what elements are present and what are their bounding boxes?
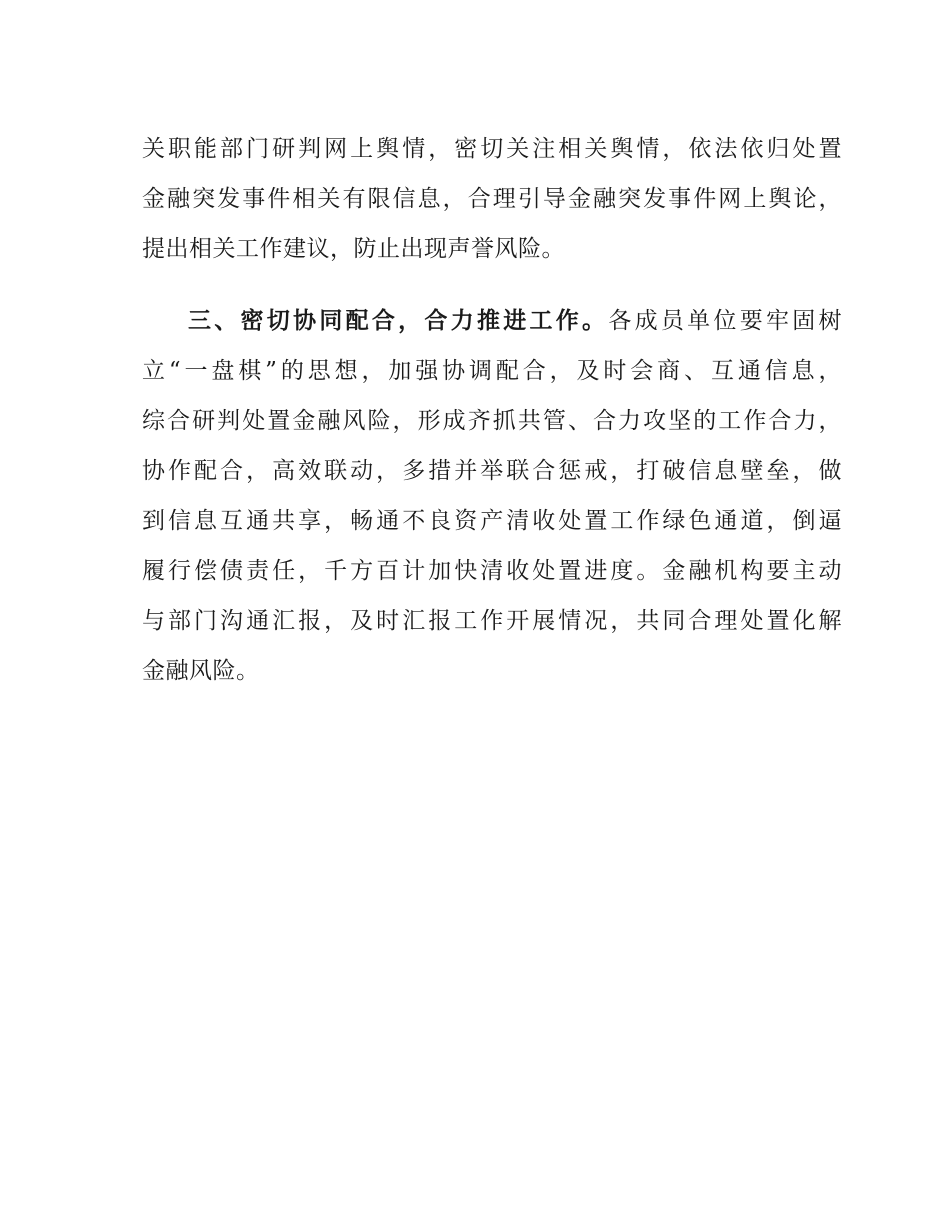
paragraph-2-line-2: 立“一盘棋”的思想，加强协调配合，及时会商、互通信息， xyxy=(142,358,842,384)
paragraph-2-line-4: 协作配合，高效联动，多措并举联合惩戒，打破信息壁垒，做 xyxy=(142,458,842,484)
document-body xyxy=(142,124,842,696)
paragraph-2-line-5: 到信息互通共享，畅通不良资产清收处置工作绿色通道，倒逼 xyxy=(142,508,842,534)
paragraph-2-line-7: 与部门沟通汇报，及时汇报工作开展情况，共同合理处置化解 xyxy=(142,608,842,634)
paragraph-2-line-3: 综合研判处置金融风险，形成齐抓共管、合力攻坚的工作合力， xyxy=(142,408,842,434)
paragraph-2-line-1 xyxy=(142,296,842,346)
paragraph-2-line-1-text: 各成员单位要牢固树 xyxy=(608,308,843,334)
paragraph-gap xyxy=(142,274,842,296)
paragraph-1 xyxy=(142,124,842,274)
paragraph-1-line-1: 关职能部门研判网上舆情，密切关注相关舆情，依法依归处置 xyxy=(142,136,842,162)
paragraph-2-line-8: 金融风险。 xyxy=(142,658,260,684)
paragraph-2-line-6: 履行偿债责任，千方百计加快清收处置进度。金融机构要主动 xyxy=(142,558,842,584)
paragraph-2 xyxy=(142,296,842,696)
paragraph-1-line-3: 提出相关工作建议，防止出现声誉风险。 xyxy=(142,236,565,262)
section-heading: 三、密切协同配合，合力推进工作。 xyxy=(188,308,609,334)
paragraph-1-line-2: 金融突发事件相关有限信息，合理引导金融突发事件网上舆论， xyxy=(142,186,842,212)
